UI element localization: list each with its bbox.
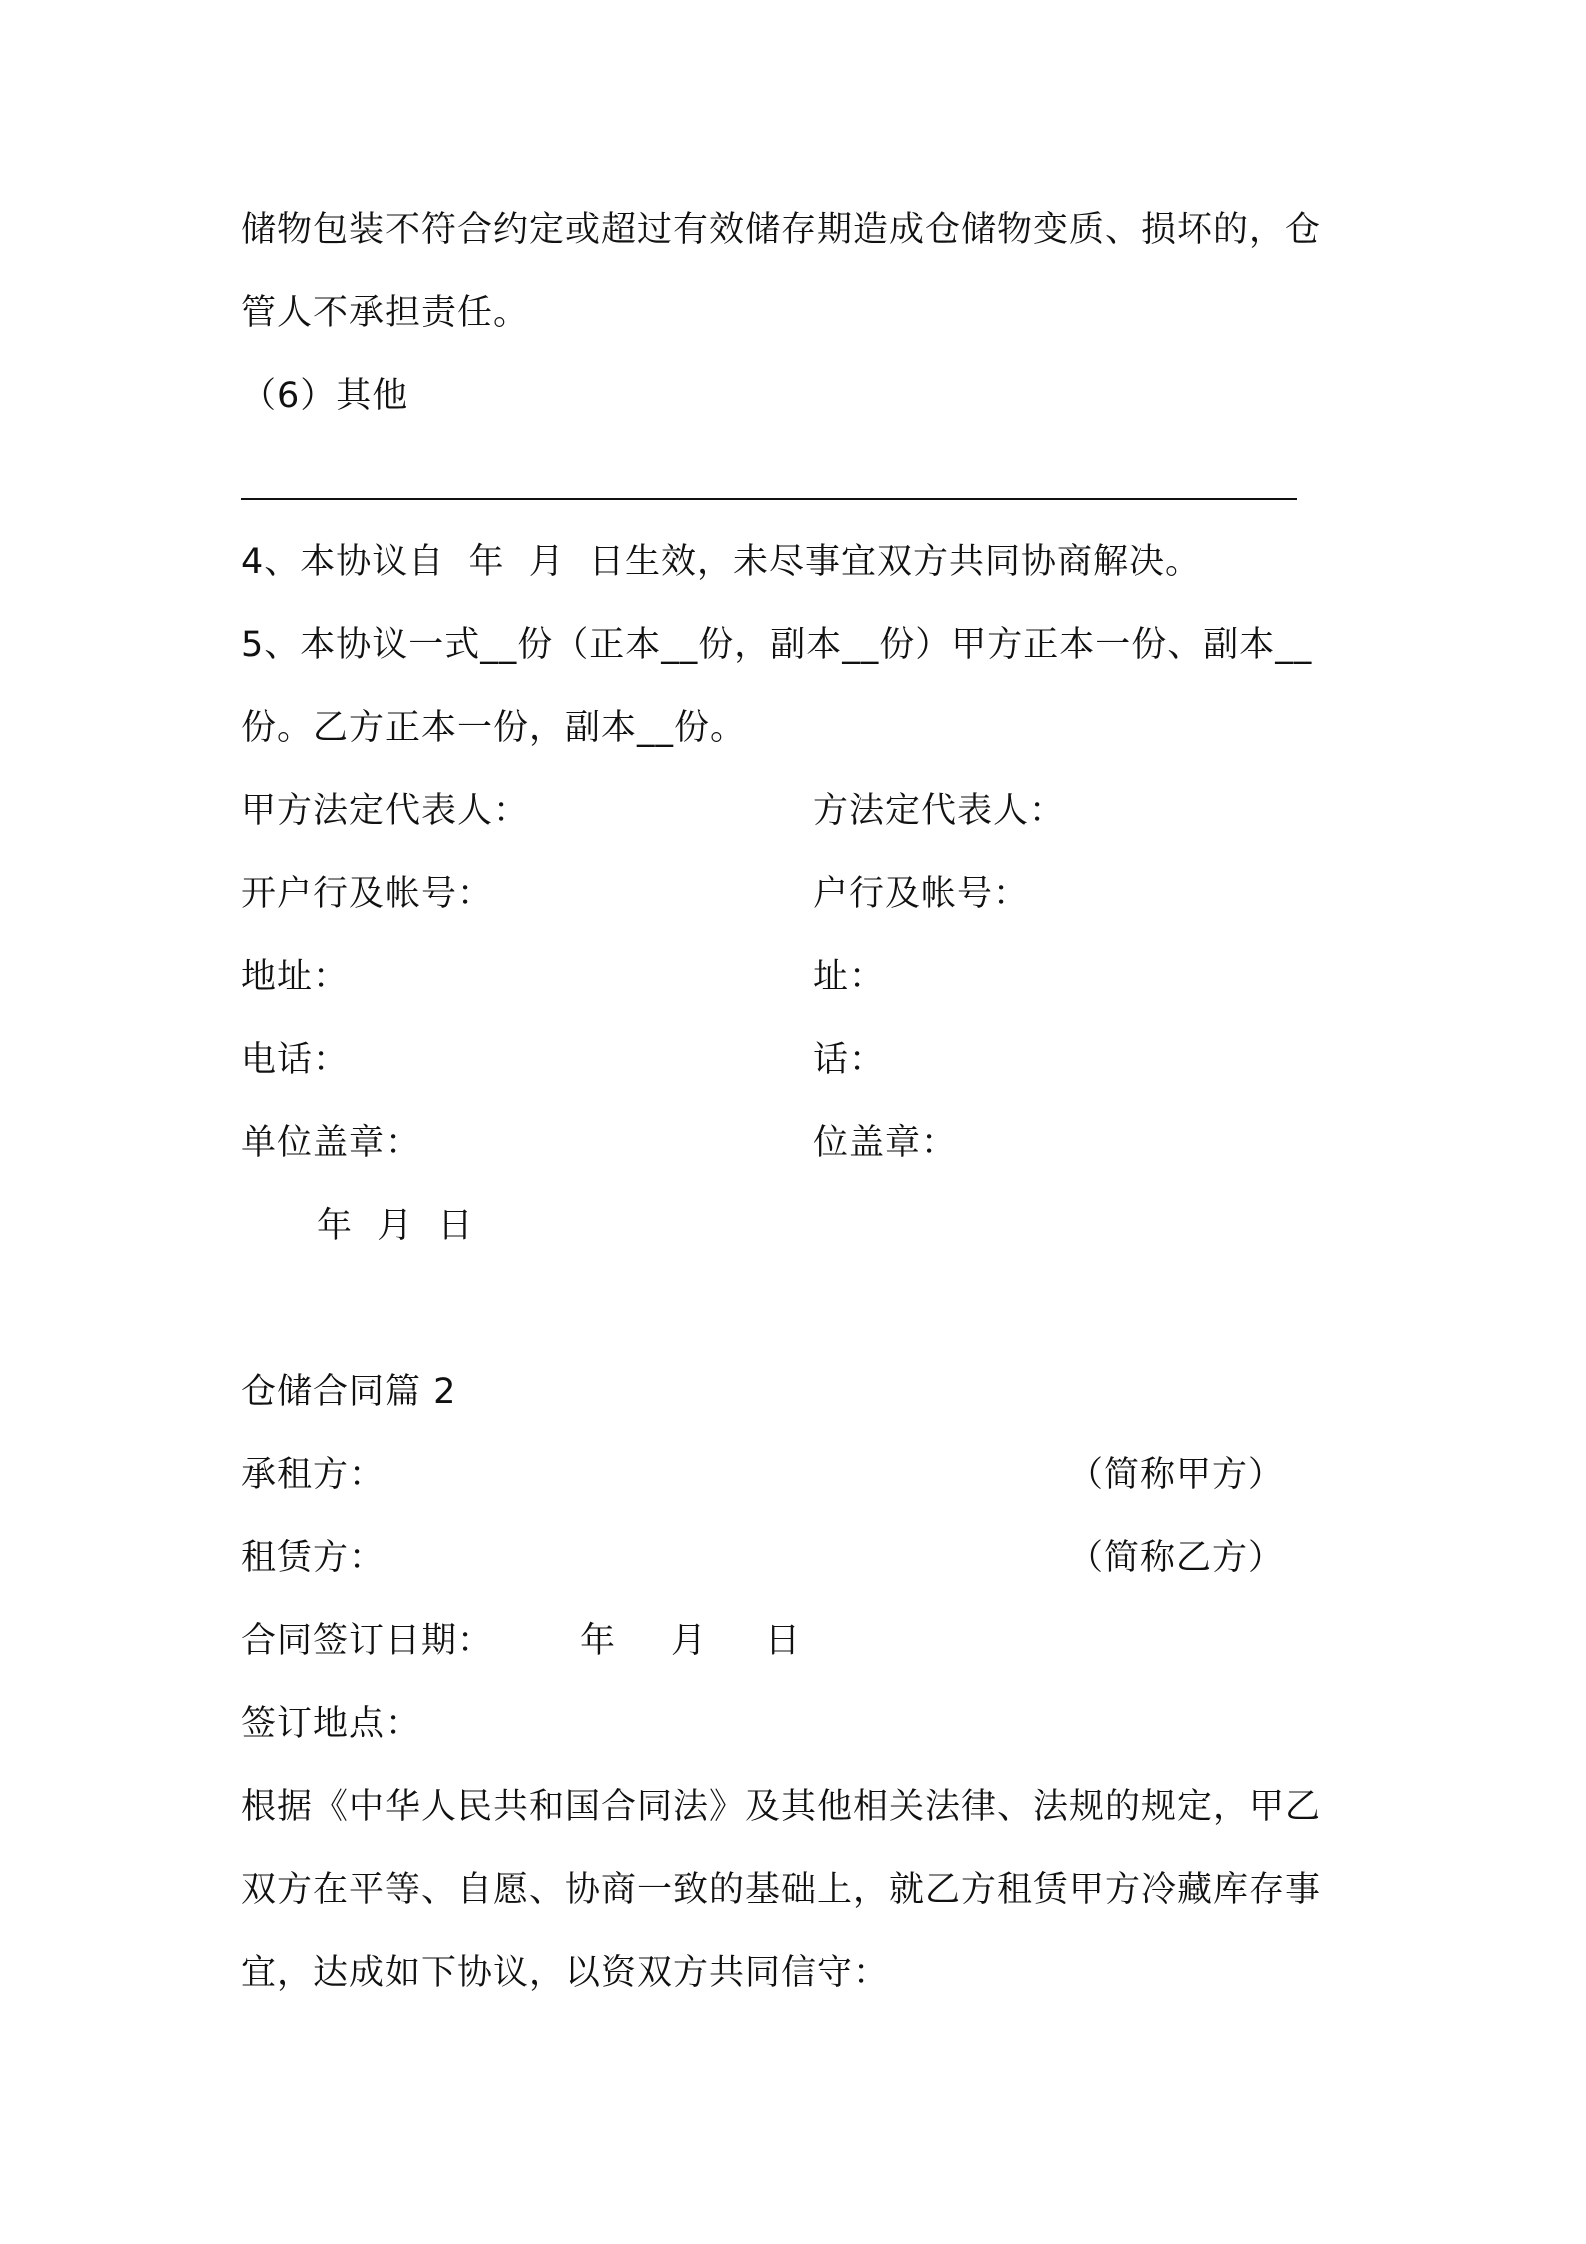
preamble-line: 根据《中华人民共和国合同法》及其他相关法律、法规的规定，甲乙 xyxy=(241,1787,1322,1827)
lessor-note: （简称乙方） xyxy=(1068,1538,1285,1578)
party-b-bank-label: 户行及帐号： xyxy=(813,874,1030,914)
paragraph-line: 管人不承担责任。 xyxy=(241,293,530,333)
party-b-address-label: 址： xyxy=(813,957,886,997)
signature-date: 年 月 日 xyxy=(317,1206,474,1246)
party-b-seal-label: 位盖章： xyxy=(813,1123,958,1163)
preamble-line: 宜，达成如下协议，以资双方共同信守： xyxy=(241,1953,890,1993)
party-a-seal-label: 单位盖章： xyxy=(241,1123,422,1163)
sign-date-label: 合同签订日期： xyxy=(241,1621,494,1661)
clause-5-line: 份。乙方正本一份，副本__份。 xyxy=(241,708,747,748)
party-b-representative-label: 方法定代表人： xyxy=(813,791,1066,831)
paragraph-line: 储物包装不符合约定或超过有效储存期造成仓储物变质、损坏的，仓 xyxy=(241,210,1322,250)
sign-date-month: 月 xyxy=(671,1621,708,1661)
sign-date-year: 年 xyxy=(580,1621,617,1661)
sign-date-day: 日 xyxy=(765,1621,802,1661)
party-a-representative-label: 甲方法定代表人： xyxy=(241,791,530,831)
contract-2-title: 仓储合同篇 2 xyxy=(241,1372,457,1412)
party-b-phone-label: 话： xyxy=(813,1040,886,1080)
lessor-label: 租赁方： xyxy=(241,1538,386,1578)
party-a-bank-label: 开户行及帐号： xyxy=(241,874,494,914)
sign-place-label: 签订地点： xyxy=(241,1704,422,1744)
party-a-address-label: 地址： xyxy=(241,957,350,997)
blank-fill-line xyxy=(241,498,1297,500)
party-a-phone-label: 电话： xyxy=(241,1040,350,1080)
clause-5-line: 5、本协议一式__份（正本__份，副本__份）甲方正本一份、副本__ xyxy=(241,625,1313,665)
lessee-note: （简称甲方） xyxy=(1068,1455,1285,1495)
lessee-label: 承租方： xyxy=(241,1455,386,1495)
preamble-line: 双方在平等、自愿、协商一致的基础上，就乙方租赁甲方冷藏库存事 xyxy=(241,1870,1322,1910)
clause-4: 4、本协议自 年 月 日生效，未尽事宜双方共同协商解决。 xyxy=(241,542,1202,582)
item-6-heading: （6）其他 xyxy=(241,376,409,416)
